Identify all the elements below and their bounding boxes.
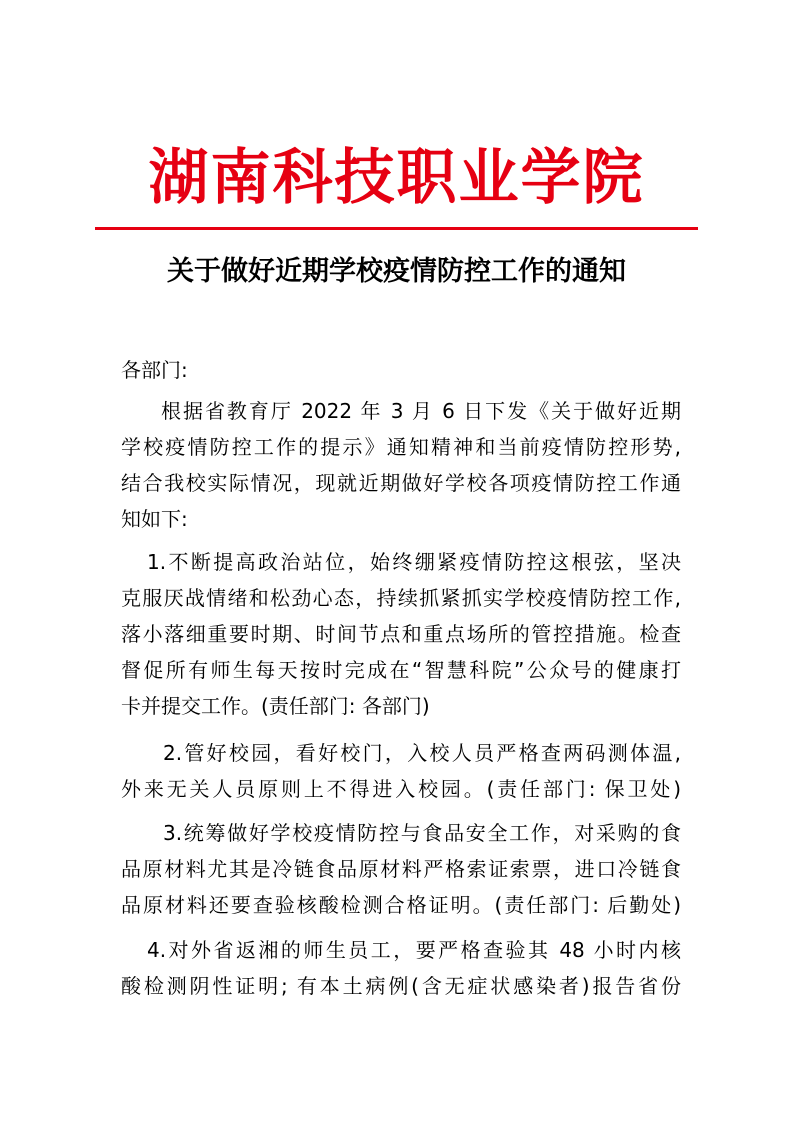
paragraph-line: 克服厌战情绪和松劲心态，持续抓紧抓实学校疫情防控工作,: [121, 586, 681, 610]
paragraph-line: 卡并提交工作。(责任部门: 各部门): [121, 694, 430, 718]
notice-title: 关于做好近期学校疫情防控工作的通知: [167, 256, 626, 287]
paragraph-line: 酸检测阴性证明; 有本土病例(含无症状感染者)报告省份: [121, 974, 681, 998]
item-3-paragraph: [121, 815, 681, 923]
paragraph-line: 结合我校实际情况，现就近期做好学校各项疫情防控工作通: [121, 471, 681, 495]
item-2-paragraph: [121, 735, 681, 807]
item-4-paragraph: [121, 932, 681, 1004]
salutation: [121, 352, 681, 388]
paragraph-line: 知如下:: [121, 507, 188, 531]
intro-paragraph: [121, 393, 681, 537]
paragraph-line: 2.管好校园，看好校门，入校人员严格查两码测体温,: [163, 741, 681, 765]
paragraph-line: 外来无关人员原则上不得进入校园。(责任部门: 保卫处): [121, 777, 681, 801]
paragraph-line: 落小落细重要时期、时间节点和重点场所的管控措施。检查: [121, 622, 681, 646]
paragraph-line: 根据省教育厅 2022 年 3 月 6 日下发《关于做好近期: [161, 399, 681, 423]
paragraph-line: 3.统筹做好学校疫情防控与食品安全工作，对采购的食: [163, 821, 681, 845]
salutation-text: 各部门:: [121, 358, 188, 382]
paragraph-line: 学校疫情防控工作的提示》通知精神和当前疫情防控形势,: [121, 435, 681, 459]
item-1-paragraph: [121, 544, 681, 724]
paragraph-line: 1.不断提高政治站位，始终绷紧疫情防控这根弦，坚决: [147, 550, 681, 574]
institution-masthead: 湖南科技职业学院: [148, 143, 645, 213]
paragraph-line: 4.对外省返湘的师生员工，要严格查验其 48 小时内核: [147, 938, 681, 962]
red-divider-line: [95, 227, 698, 230]
paragraph-line: 品原材料尤其是冷链食品原材料严格索证索票，进口冷链食: [121, 857, 681, 881]
paragraph-line: 品原材料还要查验核酸检测合格证明。(责任部门: 后勤处): [121, 893, 681, 917]
paragraph-line: 督促所有师生每天按时完成在“智慧科院”公众号的健康打: [121, 658, 681, 682]
